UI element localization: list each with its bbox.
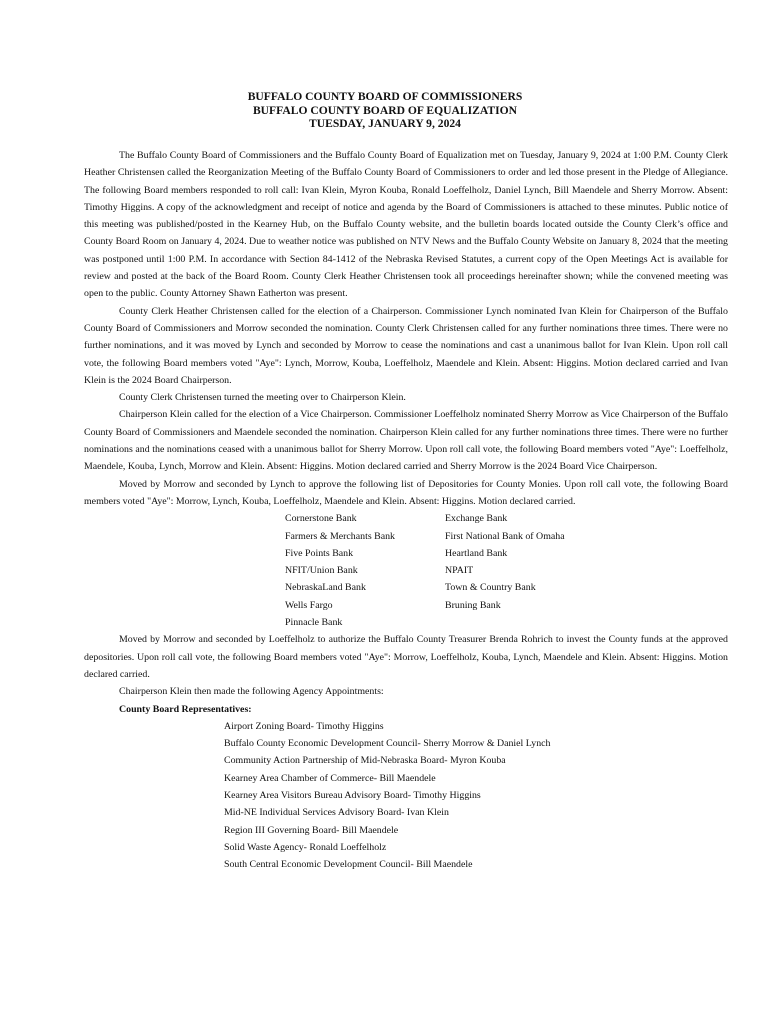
agency-item: Airport Zoning Board- Timothy Higgins (224, 720, 384, 732)
document-body (84, 147, 728, 873)
paragraph-vice-chair-election: Chairperson Klein called for the election of a Vice Chairperson. Commissioner Loeffelholz nominated Sherry Morrow as Vice Chairperson of the Buffalo County Board of Commissioners and Maendele seconded the nomination. Chairperson Klein called for any further nominations three times. There were no further nominations and the nominations ceased with a unanimous ballot for Sherry Morrow. Upon roll call vote, the following Board members voted "Aye": Loeffelholz, Maendele, Kouba, Lynch, Morrow and Klein. Absent: Higgins. Motion declared carried and Sherry Morrow is the 2024 Board Vice Chairperson. (84, 409, 728, 473)
agency-list (224, 718, 728, 874)
agency-item: Buffalo County Economic Development Council- Sherry Morrow & Daniel Lynch (224, 738, 551, 750)
bank-item: Bruning Bank (445, 599, 501, 611)
paragraph-chair-election: County Clerk Heather Christensen called for the election of a Chairperson. Commissioner Lynch nominated Ivan Klein for Chairperson of the Buffalo County Board of Commissioners and Morrow seconded the nomination. County Clerk Christensen called for any further nominations three times. There were no further nominations, and it was moved by Lynch and seconded by Morrow to cease the nominations and cast a unanimous ballot for Ivan Klein. Upon roll call vote, the following Board members voted "Aye": Lynch, Morrow, Kouba, Loeffelholz, Maendele and Klein. Absent: Higgins. Motion declared carried and Ivan Klein is the 2024 Board Chairperson. (84, 305, 728, 386)
bank-item: Heartland Bank (445, 547, 508, 559)
depositories-list (285, 510, 728, 631)
bank-item: Five Points Bank (285, 547, 354, 559)
bank-item: Exchange Bank (445, 513, 508, 525)
bank-item: NPAIT (445, 565, 474, 577)
bank-item: Cornerstone Bank (285, 513, 357, 525)
bank-item: NebraskaLand Bank (285, 582, 366, 594)
bank-item: Town & Country Bank (445, 582, 536, 594)
section-heading: County Board Representatives: (119, 703, 252, 715)
paragraph-agency-appointments: Chairperson Klein then made the following Agency Appointments: (119, 686, 384, 698)
agency-item: Community Action Partnership of Mid-Nebraska Board- Myron Kouba (224, 755, 506, 767)
paragraph-turn-over: County Clerk Christensen turned the meeting over to Chairperson Klein. (119, 392, 406, 404)
bank-item: Wells Fargo (285, 599, 333, 611)
agency-item: Solid Waste Agency- Ronald Loeffelholz (224, 841, 387, 853)
header-line-1: BUFFALO COUNTY BOARD OF COMMISSIONERS (247, 90, 523, 103)
agency-item: Kearney Area Chamber of Commerce- Bill Maendele (224, 772, 436, 784)
bank-item: Farmers & Merchants Bank (285, 530, 395, 542)
document-header (0, 90, 770, 131)
bank-item: Pinnacle Bank (285, 617, 343, 629)
agency-item: Region III Governing Board- Bill Maendele (224, 824, 399, 836)
header-line-3: TUESDAY, JANUARY 9, 2024 (309, 117, 461, 130)
bank-item: First National Bank of Omaha (445, 530, 565, 542)
agency-item: South Central Economic Development Council- Bill Maendele (224, 859, 473, 871)
bank-item: NFIT/Union Bank (285, 565, 358, 577)
agency-item: Mid-NE Individual Services Advisory Board- Ivan Klein (224, 807, 449, 819)
paragraph-invest-funds: Moved by Morrow and seconded by Loeffelholz to authorize the Buffalo County Treasurer Brenda Rohrich to invest the County funds at the approved depositories. Upon roll call vote, the following Board members voted "Aye": Morrow, Loeffelholz, Kouba, Lynch, Maendele and Klein. Absent: Higgins. Motion declared carried. (84, 634, 728, 680)
paragraph-depositories: Moved by Morrow and seconded by Lynch to approve the following list of Depositories for County Monies. Upon roll call vote, the following Board members voted "Aye": Morrow, Lynch, Kouba, Loeffelholz, Maendele and Klein. Absent: Higgins. Motion declared carried. (84, 478, 728, 507)
agency-item: Kearney Area Visitors Bureau Advisory Board- Timothy Higgins (224, 789, 481, 801)
paragraph-call-to-order: The Buffalo County Board of Commissioners and the Buffalo County Board of Equalization met on Tuesday, January 9, 2024 at 1:00 P.M. County Clerk Heather Christensen called the Reorganization Meeting of the Buffalo County Board of Commissioners to order and led those present in the Pledge of Allegiance. The following Board members responded to roll call: Ivan Klein, Myron Kouba, Ronald Loeffelholz, Daniel Lynch, Bill Maendele and Sherry Morrow. Absent: Timothy Higgins. A copy of the acknowledgment and receipt of notice and agenda by the Board of Commissioners is attached to these minutes. Public notice of this meeting was published/posted in the Kearney Hub, on the Buffalo County website, and the bulletin boards located outside the County Clerk’s office and County Board Room on January 4, 2024. Due to weather notice was published on NTV News and the Buffalo County Website on January 8, 2024 that the meeting was postponed until 1:00 P.M. In accordance with Section 84-1412 of the Nebraska Revised Statutes, a current copy of the Open Meetings Act is available for review and posted at the back of the Board Room. County Clerk Heather Christensen took all proceedings hereinafter shown; while the convened meeting was open to the public. County Attorney Shawn Eatherton was present. (84, 150, 728, 300)
header-line-2: BUFFALO COUNTY BOARD OF EQUALIZATION (252, 103, 518, 117)
